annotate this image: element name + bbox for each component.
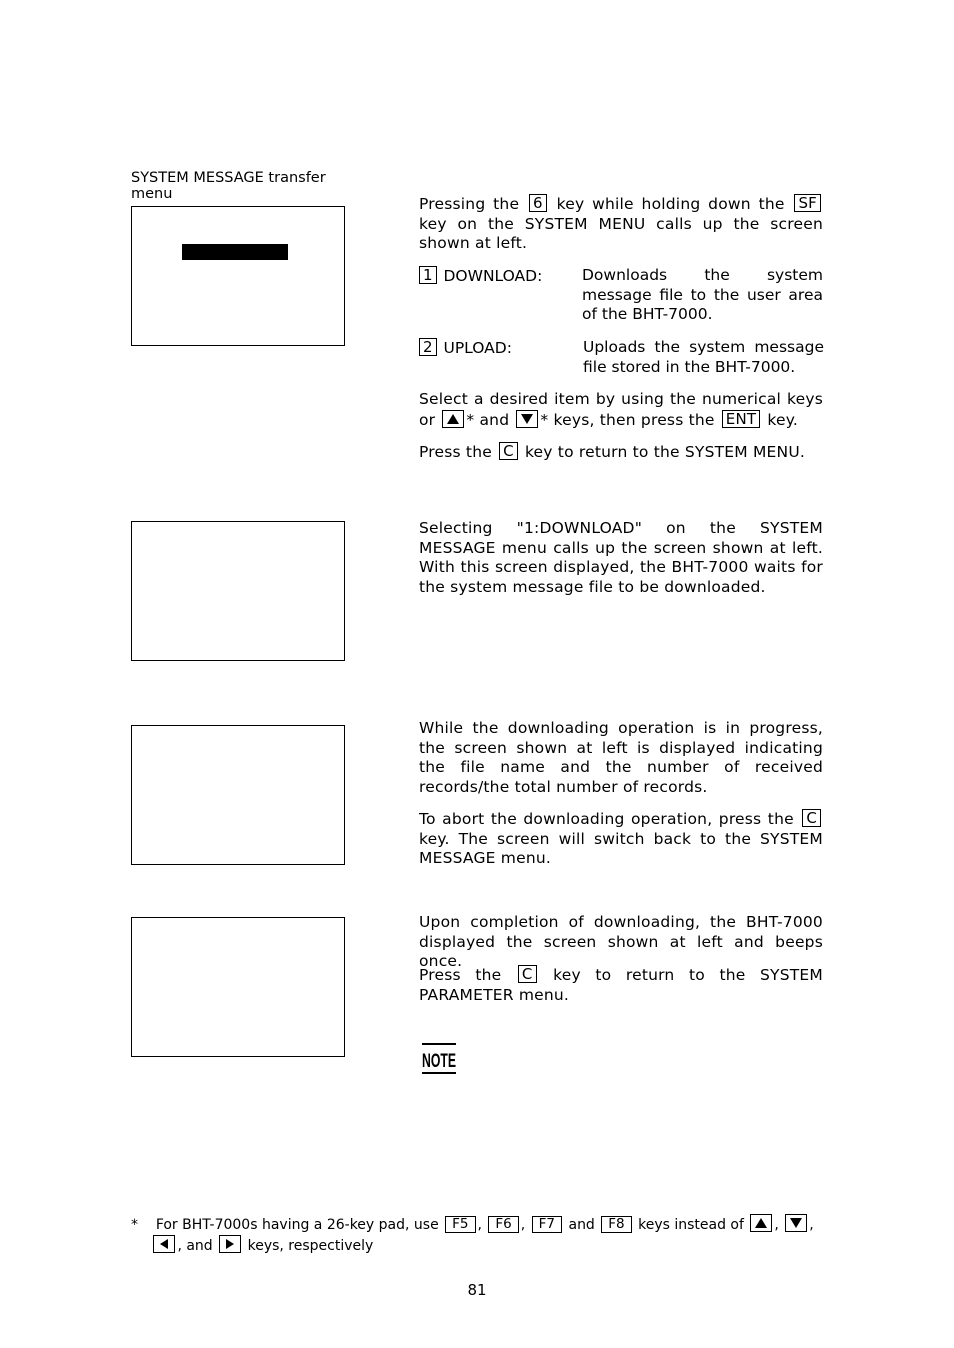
key-ent: ENT bbox=[722, 410, 760, 428]
footnote: * For BHT-7000s having a 26-key pad, use F5 , F6 , F7 and F8 keys instead of , , , and keys, respectively bbox=[131, 1216, 814, 1254]
section4-text: Upon completion of downloading, the BHT-7000 displayed the screen shown at left and beeps once. bbox=[419, 913, 823, 970]
upload-description: Uploads the system message file stored in the BHT-7000. bbox=[583, 338, 824, 376]
up-arrow-key-icon bbox=[442, 410, 464, 428]
upload-option: 2 UPLOAD: Uploads the system message file stored in the BHT-7000. bbox=[419, 338, 823, 378]
page-number: 81 bbox=[467, 1281, 487, 1299]
key-f6: F6 bbox=[488, 1216, 518, 1233]
left-arrow-key-icon bbox=[153, 1235, 175, 1253]
download-complete-screen bbox=[131, 917, 345, 1057]
key-c: C bbox=[499, 442, 518, 460]
key-f5: F5 bbox=[445, 1216, 475, 1233]
screen-caption: SYSTEM MESSAGE transfer menu bbox=[131, 170, 326, 202]
section4-return: Press the C key to return to the SYSTEM PARAMETER menu. bbox=[419, 965, 823, 1004]
key-sf: SF bbox=[794, 194, 821, 212]
key-1: 1 bbox=[419, 266, 437, 284]
note-logo bbox=[422, 1043, 458, 1079]
section1-select: Select a desired item by using the numerical keys or * and * keys, then press the ENT key. bbox=[419, 390, 823, 429]
key-2: 2 bbox=[419, 338, 437, 356]
download-waiting-screen bbox=[131, 521, 345, 661]
down-arrow-key-icon bbox=[785, 1214, 807, 1232]
download-description: Downloads the system message file to the user area of the BHT-7000. bbox=[582, 266, 823, 323]
section3-abort: To abort the downloading operation, press the C key. The screen will switch back to the SYSTEM MESSAGE menu. bbox=[419, 809, 823, 867]
section1-return: Press the C key to return to the SYSTEM MENU. bbox=[419, 442, 805, 461]
right-arrow-key-icon bbox=[219, 1235, 241, 1253]
svg-text:NOTE: NOTE bbox=[422, 1051, 456, 1072]
key-f7: F7 bbox=[532, 1216, 562, 1233]
key-f8: F8 bbox=[601, 1216, 631, 1233]
download-option: 1 DOWNLOAD: Downloads the system message file to the user area of the BHT-7000. bbox=[419, 266, 823, 326]
system-message-menu-screen bbox=[131, 206, 345, 346]
key-6: 6 bbox=[529, 194, 547, 212]
section3-text: While the downloading operation is in progress, the screen shown at left is displayed indicating the file name and the number of received records/the total number of records. bbox=[419, 719, 823, 796]
section2-text: Selecting "1:DOWNLOAD" on the SYSTEM MESSAGE menu calls up the screen shown at left. With this screen displayed, the BHT-7000 waits for the system message file to be downloaded. bbox=[419, 519, 823, 596]
section1-intro: Pressing the 6 key while holding down the SF key on the SYSTEM MENU calls up the screen shown at left. bbox=[419, 194, 823, 252]
highlight-bar bbox=[182, 244, 288, 260]
key-c: C bbox=[518, 965, 537, 983]
down-arrow-key-icon bbox=[516, 410, 538, 428]
up-arrow-key-icon bbox=[750, 1214, 772, 1232]
download-progress-screen bbox=[131, 725, 345, 865]
key-c: C bbox=[802, 809, 821, 827]
